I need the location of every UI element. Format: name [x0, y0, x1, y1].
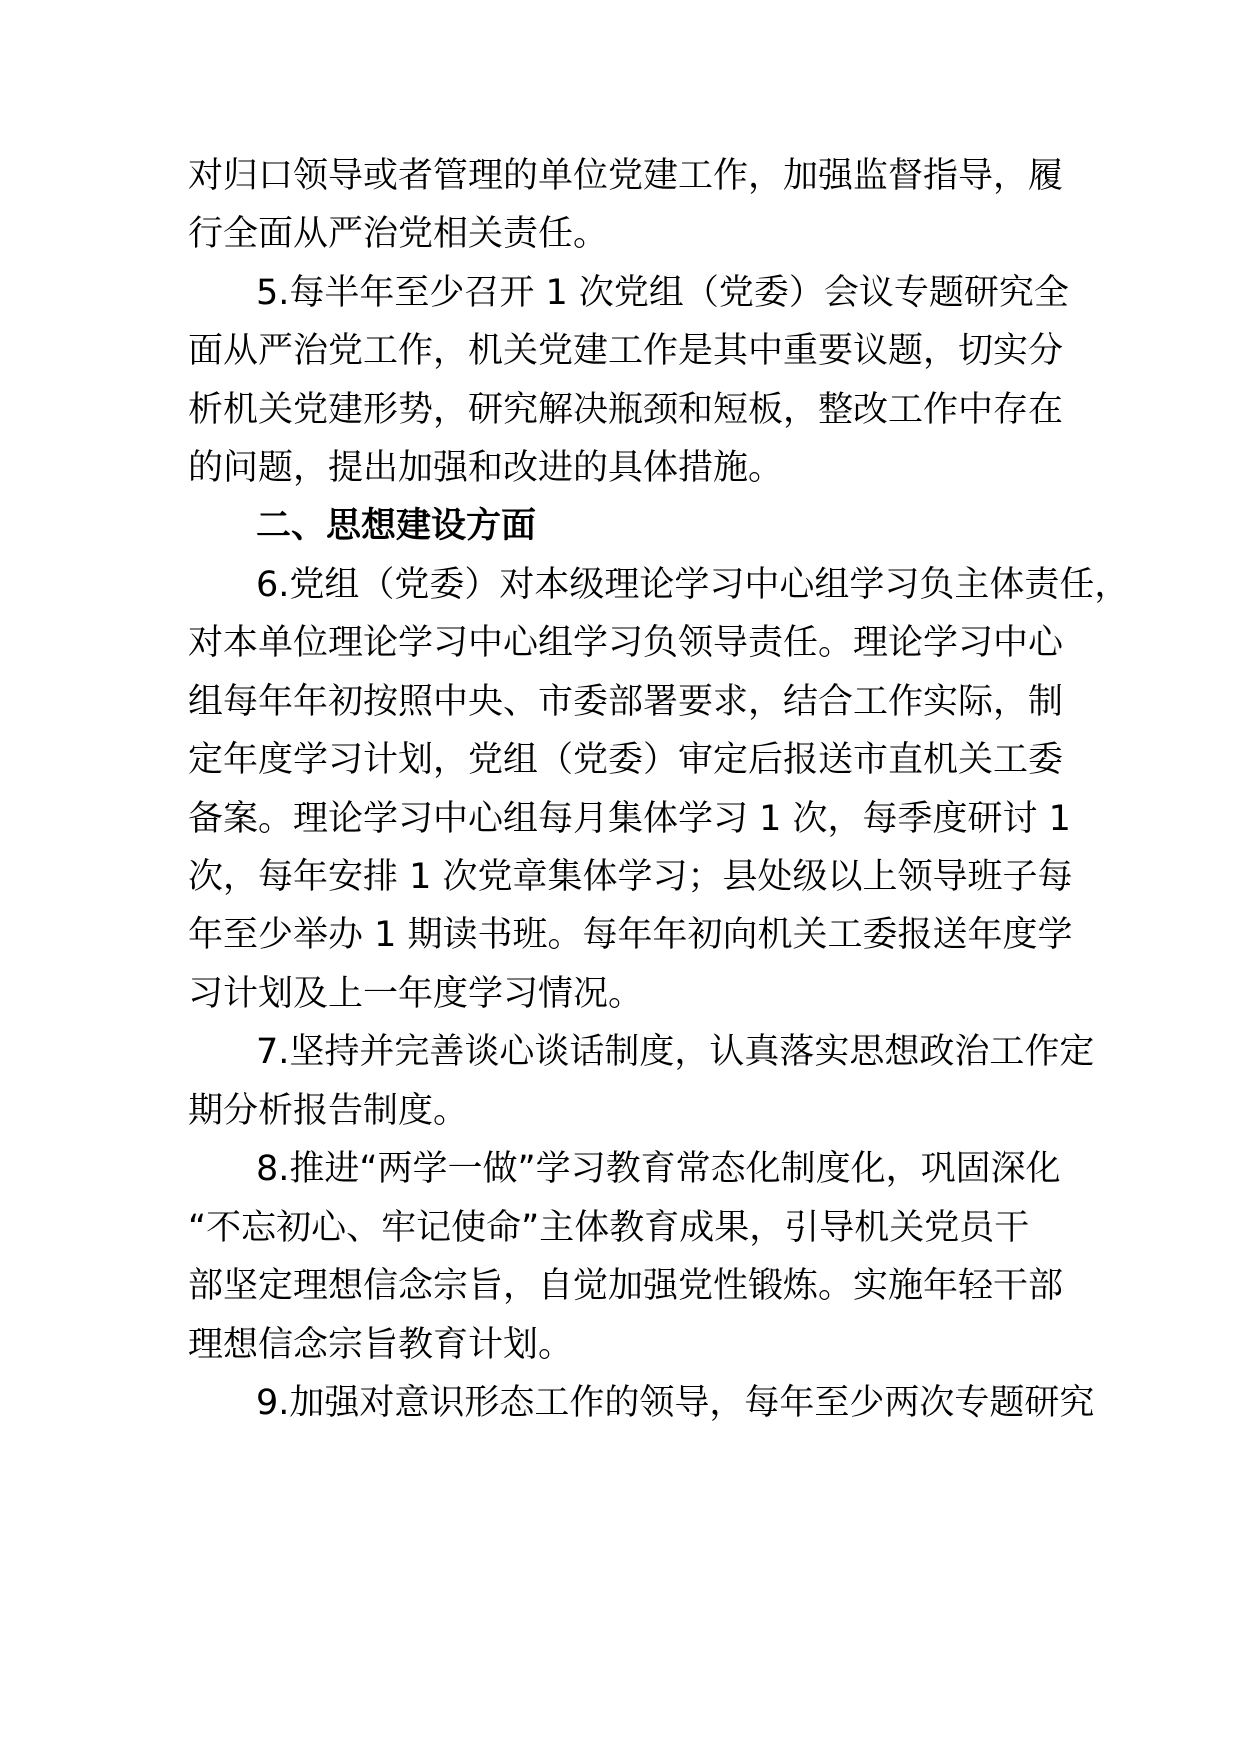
- paragraph-item-9-line-1: 9.加强对意识形态工作的领导，每年至少两次专题研究: [256, 1383, 1095, 1423]
- paragraph-item-8-line-1: 8.推进“两学一做”学习教育常态化制度化，巩固深化: [256, 1149, 1061, 1189]
- paragraph-item-5-line-3: 析机关党建形势，研究解决瓶颈和短板，整改工作中存在: [188, 390, 1064, 430]
- paragraph-item-8-line-4: 理想信念宗旨教育计划。: [188, 1325, 574, 1365]
- paragraph-item-6-line-3: 组每年年初按照中央、市委部署要求，结合工作实际，制: [188, 682, 1064, 722]
- paragraph-item-5-line-2: 面从严治党工作，机关党建工作是其中重要议题，切实分: [188, 331, 1064, 371]
- paragraph-item-6-line-6: 次，每年安排 1 次党章集体学习；县处级以上领导班子每: [188, 857, 1073, 897]
- paragraph-item-8-line-2: “不忘初心、牢记使命”主体教育成果，引导机关党员干: [188, 1208, 1030, 1248]
- paragraph-item-6-line-2: 对本单位理论学习中心组学习负领导责任。理论学习中心: [188, 623, 1064, 663]
- paragraph-item-8-line-3: 部坚定理想信念宗旨，自觉加强党性锻炼。实施年轻干部: [188, 1266, 1064, 1306]
- paragraph-item-6-line-4: 定年度学习计划，党组（党委）审定后报送市直机关工委: [188, 740, 1064, 780]
- paragraph-1-line-1: 对归口领导或者管理的单位党建工作，加强监督指导，履: [188, 156, 1064, 196]
- paragraph-item-5-line-1: 5.每半年至少召开 1 次党组（党委）会议专题研究全: [256, 273, 1069, 313]
- paragraph-item-6-line-1: 6.党组（党委）对本级理论学习中心组学习负主体责任，: [256, 565, 1130, 605]
- paragraph-1-line-2: 行全面从严治党相关责任。: [188, 214, 609, 254]
- paragraph-item-6-line-5: 备案。理论学习中心组每月集体学习 1 次，每季度研讨 1: [188, 799, 1071, 839]
- paragraph-item-7-line-2: 期分析报告制度。: [188, 1091, 469, 1131]
- paragraph-item-5-line-4: 的问题，提出加强和改进的具体措施。: [188, 448, 784, 488]
- section-heading: 二、思想建设方面: [256, 506, 537, 546]
- paragraph-item-7-line-1: 7.坚持并完善谈心谈话制度，认真落实思想政治工作定: [256, 1032, 1095, 1072]
- paragraph-item-6-line-8: 习计划及上一年度学习情况。: [188, 974, 644, 1014]
- paragraph-item-6-line-7: 年至少举办 1 期读书班。每年年初向机关工委报送年度学: [188, 915, 1073, 955]
